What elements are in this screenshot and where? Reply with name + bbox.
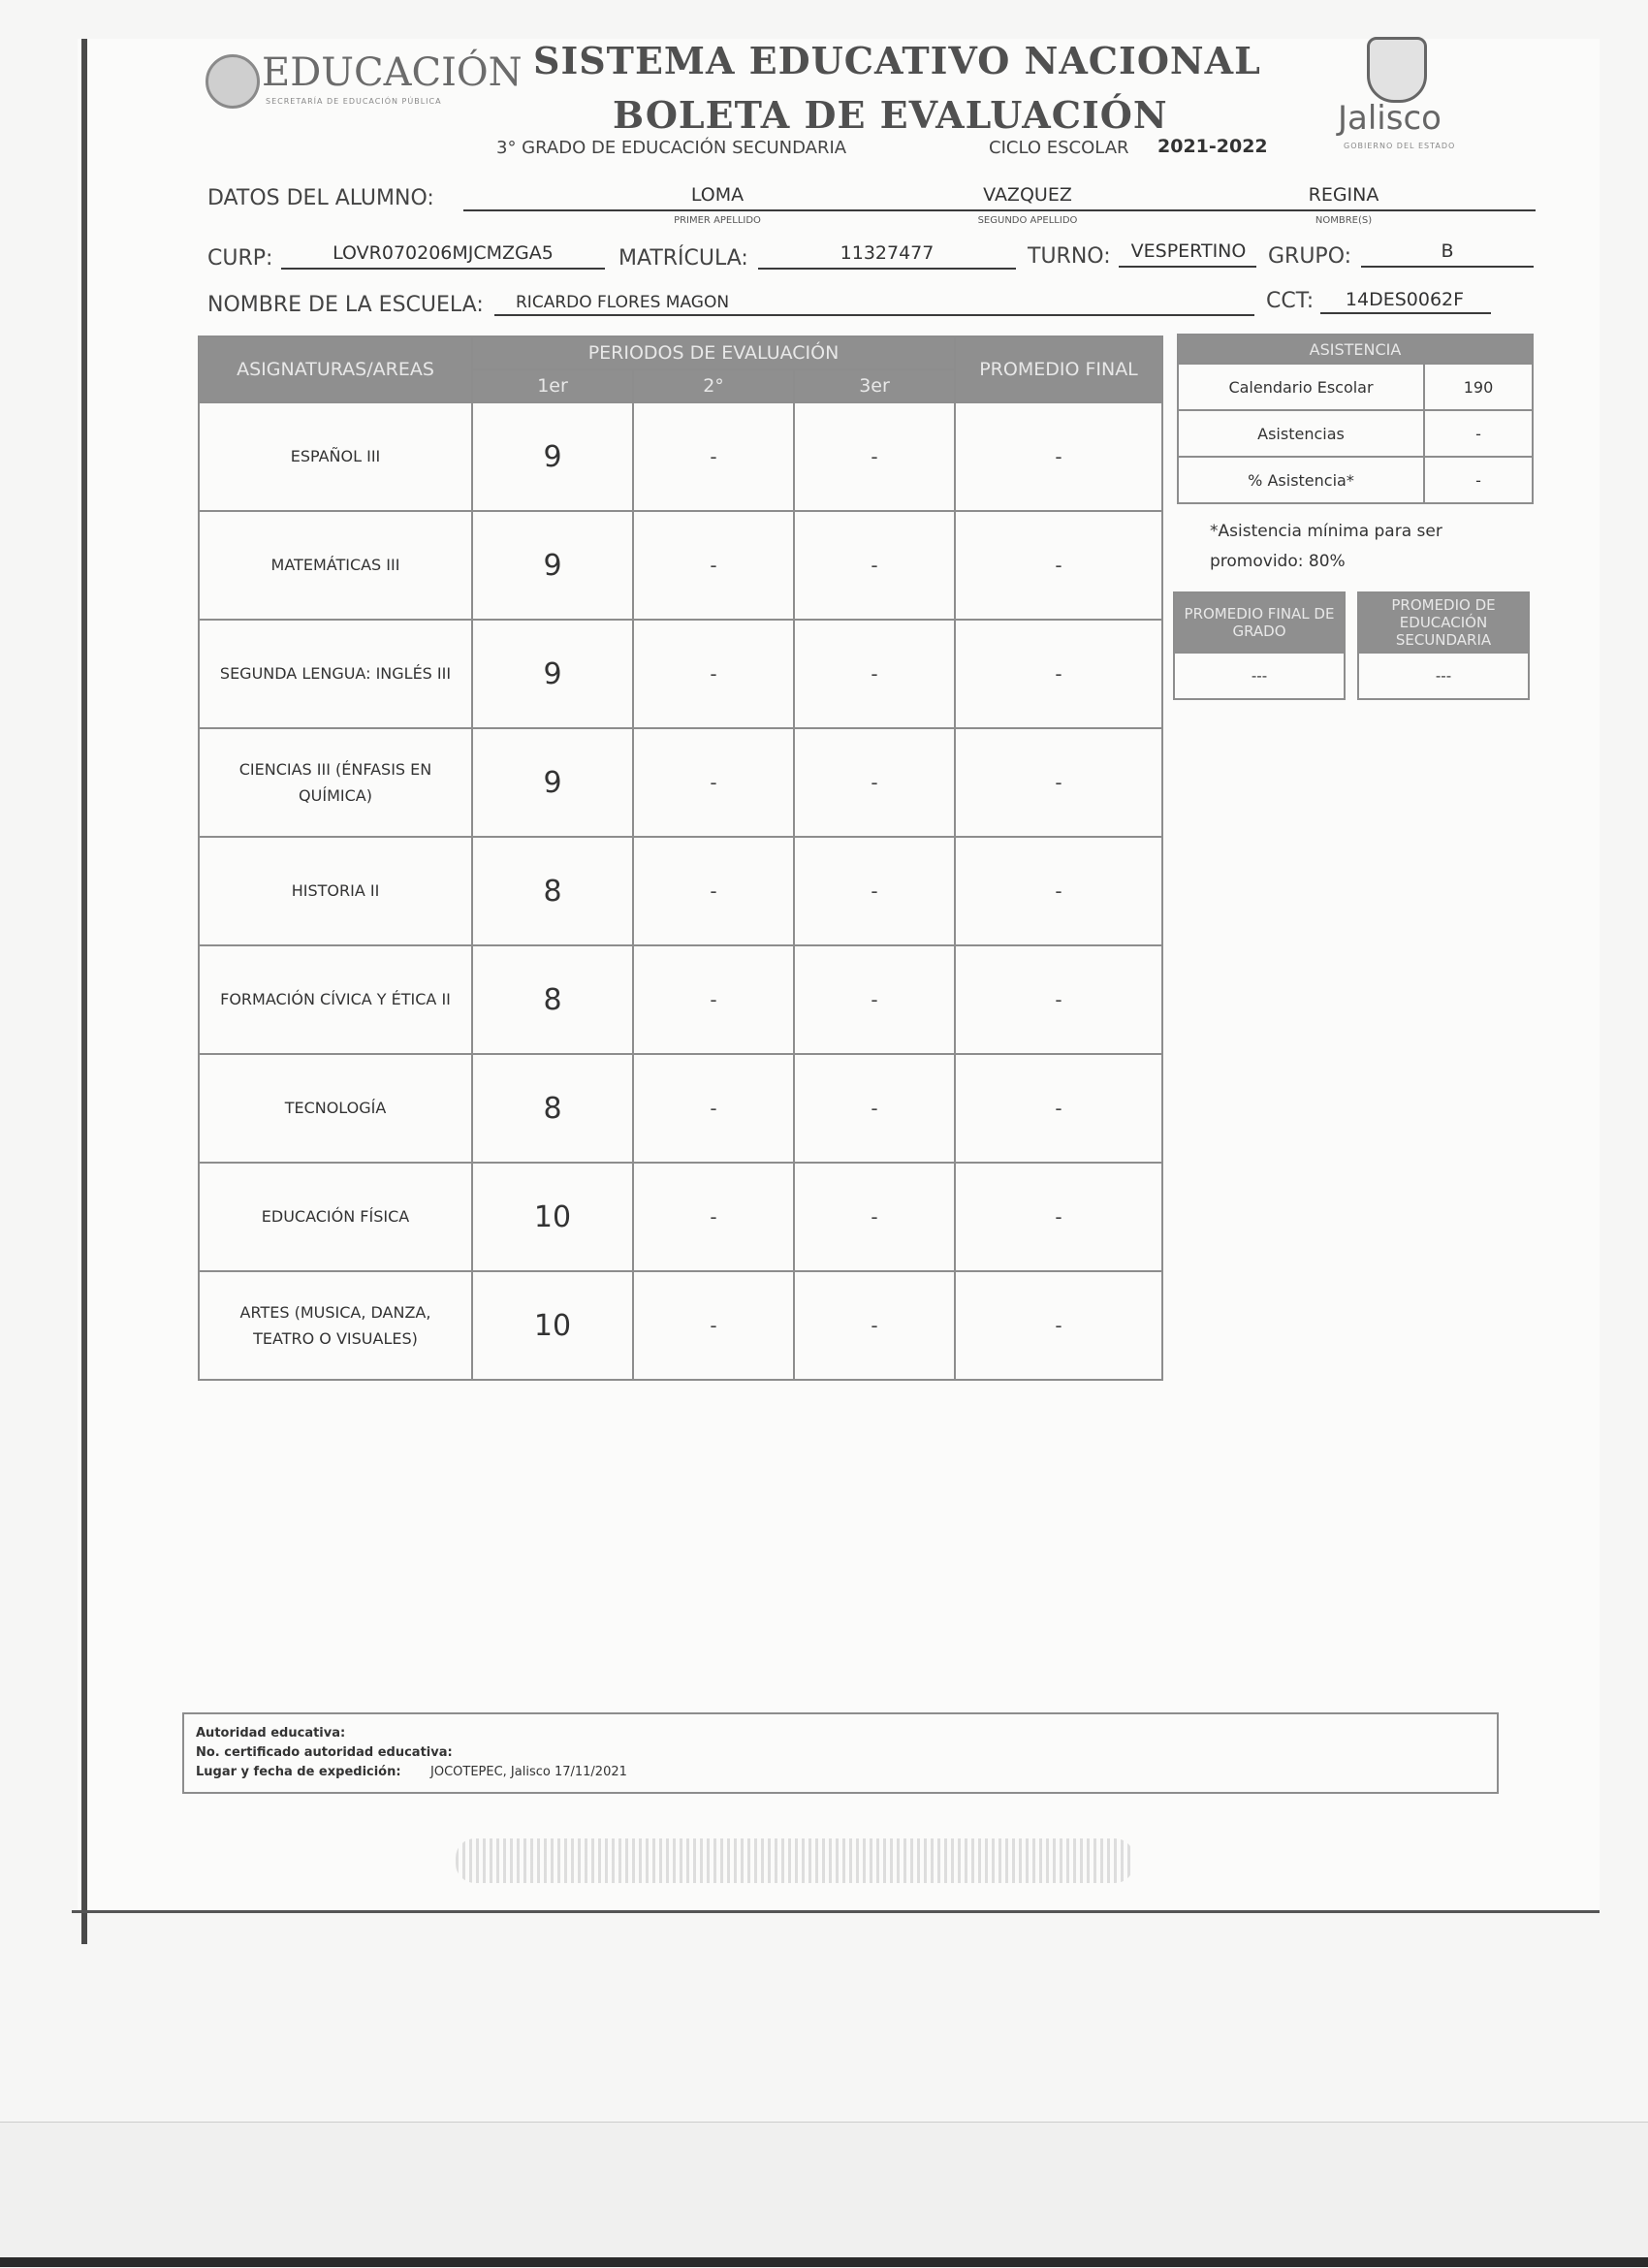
place-date-value: JOCOTEPEC, Jalisco 17/11/2021	[430, 1765, 627, 1779]
first-surname: LOMA	[690, 184, 745, 206]
grade-final: -	[955, 728, 1162, 837]
grade-average-box	[1173, 591, 1346, 700]
first-surname-caption: PRIMER APELLIDO	[674, 215, 761, 226]
subject-name: MATEMÁTICAS III	[199, 511, 472, 620]
grade-period-3: -	[794, 837, 955, 945]
scan-margin-bar	[81, 39, 87, 1944]
given-name: REGINA	[1308, 184, 1379, 206]
grade-final: -	[955, 945, 1162, 1054]
grade-average-title: PROMEDIO FINAL DE GRADO	[1174, 592, 1345, 653]
table-row	[1178, 410, 1533, 457]
table-row	[1178, 457, 1533, 503]
grade-period-1: 9	[472, 620, 633, 728]
sep-seal-icon	[206, 54, 260, 109]
table-row	[199, 1163, 1162, 1271]
scan-bottom-strip	[0, 2122, 1648, 2268]
attendance-table	[1177, 334, 1534, 504]
shift-underline	[1119, 266, 1256, 268]
table-row	[199, 402, 1162, 511]
cct-value: 14DES0062F	[1345, 289, 1465, 310]
grade-period-1: 10	[472, 1271, 633, 1380]
table-row	[199, 511, 1162, 620]
grade-period-2: -	[633, 1271, 794, 1380]
attendance-note: *Asistencia mínima para ser promovido: 80%	[1210, 522, 1442, 571]
grade-final: -	[955, 511, 1162, 620]
issuance-box	[182, 1712, 1499, 1794]
grades-table	[198, 335, 1163, 1381]
grade-period-1: 9	[472, 728, 633, 837]
table-row	[199, 945, 1162, 1054]
second-surname-caption: SEGUNDO APELLIDO	[977, 215, 1078, 226]
subject-name: EDUCACIÓN FÍSICA	[199, 1163, 472, 1271]
grade-period-1: 10	[472, 1163, 633, 1271]
sep-logo-text: EDUCACIÓN	[262, 50, 523, 95]
grade-final: -	[955, 402, 1162, 511]
secundaria-average-value: ---	[1358, 653, 1529, 699]
student-name-underline	[463, 209, 1536, 211]
school-name-underline	[494, 314, 1254, 316]
period-1-header: 1er	[472, 369, 633, 402]
grade-final: -	[955, 1271, 1162, 1380]
school-name-label: NOMBRE DE LA ESCUELA:	[207, 293, 484, 317]
attendance-row-value: 190	[1424, 364, 1533, 410]
grade-period-3: -	[794, 402, 955, 511]
shift-label: TURNO:	[1028, 244, 1111, 269]
grade-final: -	[955, 1054, 1162, 1163]
scan-edge-line	[72, 1910, 1600, 1913]
grade-period-2: -	[633, 837, 794, 945]
attendance-row-value: -	[1424, 457, 1533, 503]
grade-average-value: ---	[1174, 653, 1345, 699]
grade-period-2: -	[633, 1054, 794, 1163]
grade-period-1: 9	[472, 511, 633, 620]
grade-period-3: -	[794, 1163, 955, 1271]
grade-period-3: -	[794, 620, 955, 728]
given-name-caption: NOMBRE(S)	[1315, 215, 1373, 226]
subject-name: CIENCIAS III (ÉNFASIS EN QUÍMICA)	[199, 728, 472, 837]
authority-label: Autoridad educativa:	[196, 1726, 346, 1741]
table-row	[199, 728, 1162, 837]
matricula-underline	[758, 268, 1016, 270]
group-underline	[1361, 266, 1534, 268]
cct-underline	[1320, 312, 1491, 314]
subject-name: SEGUNDA LENGUA: INGLÉS III	[199, 620, 472, 728]
document-subtitle: BOLETA DE EVALUACIÓN	[613, 93, 1168, 137]
attendance-row-label: Calendario Escolar	[1178, 364, 1424, 410]
matricula-value: 11327477	[840, 242, 935, 264]
sep-logo-subtitle: SECRETARÍA DE EDUCACIÓN PÚBLICA	[266, 97, 442, 106]
document-title: SISTEMA EDUCATIVO NACIONAL	[533, 39, 1261, 82]
grade-period-2: -	[633, 1163, 794, 1271]
attendance-row-label: % Asistencia*	[1178, 457, 1424, 503]
certificate-label: No. certificado autoridad educativa:	[196, 1745, 453, 1760]
grade-level: 3° GRADO DE EDUCACIÓN SECUNDARIA	[496, 138, 847, 158]
school-cycle-label: CICLO ESCOLAR	[989, 138, 1129, 158]
place-date-label: Lugar y fecha de expedición:	[196, 1765, 401, 1779]
period-2-header: 2°	[633, 369, 794, 402]
subject-name: FORMACIÓN CÍVICA Y ÉTICA II	[199, 945, 472, 1054]
grade-period-3: -	[794, 1054, 955, 1163]
grade-final: -	[955, 620, 1162, 728]
jalisco-logo-subtitle: GOBIERNO DEL ESTADO	[1344, 142, 1456, 150]
table-row	[199, 620, 1162, 728]
period-3-header: 3er	[794, 369, 955, 402]
jalisco-logo-text: Jalisco	[1338, 99, 1442, 138]
group-label: GRUPO:	[1268, 244, 1352, 269]
table-row	[1178, 364, 1533, 410]
secundaria-average-title: PROMEDIO DE EDUCACIÓN SECUNDARIA	[1358, 592, 1529, 653]
grade-final: -	[955, 1163, 1162, 1271]
matricula-label: MATRÍCULA:	[618, 246, 748, 271]
table-row	[199, 837, 1162, 945]
curp-label: CURP:	[207, 246, 273, 271]
subject-name: ARTES (MUSICA, DANZA, TEATRO O VISUALES)	[199, 1271, 472, 1380]
shift-value: VESPERTINO	[1130, 240, 1247, 262]
subject-name: TECNOLOGÍA	[199, 1054, 472, 1163]
grade-period-2: -	[633, 402, 794, 511]
attendance-title: ASISTENCIA	[1178, 335, 1533, 364]
second-surname: VAZQUEZ	[983, 184, 1072, 206]
grade-period-1: 8	[472, 837, 633, 945]
grade-period-1: 9	[472, 402, 633, 511]
curp-underline	[281, 268, 605, 270]
jalisco-crest-icon	[1367, 37, 1427, 103]
subject-name: HISTORIA II	[199, 837, 472, 945]
scan-noise-mark	[456, 1838, 1134, 1883]
subject-column-header: ASIGNATURAS/AREAS	[199, 336, 472, 402]
grade-period-2: -	[633, 945, 794, 1054]
curp-value: LOVR070206MJCMZGA5	[333, 242, 554, 264]
grade-period-3: -	[794, 945, 955, 1054]
attendance-row-label: Asistencias	[1178, 410, 1424, 457]
attendance-row-value: -	[1424, 410, 1533, 457]
grade-period-3: -	[794, 728, 955, 837]
subject-name: ESPAÑOL III	[199, 402, 472, 511]
cct-label: CCT:	[1266, 289, 1315, 313]
student-data-label: DATOS DEL ALUMNO:	[207, 186, 434, 210]
grade-period-1: 8	[472, 945, 633, 1054]
table-row	[199, 1054, 1162, 1163]
scan-bottom-edge	[0, 2257, 1648, 2267]
secundaria-average-box	[1357, 591, 1530, 700]
grade-final: -	[955, 837, 1162, 945]
grade-period-2: -	[633, 620, 794, 728]
periods-column-header: PERIODOS DE EVALUACIÓN	[472, 336, 955, 369]
final-average-column-header: PROMEDIO FINAL	[955, 336, 1162, 402]
group-value: B	[1441, 240, 1454, 262]
grade-period-1: 8	[472, 1054, 633, 1163]
table-row	[199, 1271, 1162, 1380]
school-name-value: RICARDO FLORES MAGON	[516, 293, 730, 312]
school-cycle-value: 2021-2022	[1157, 136, 1268, 157]
grade-period-2: -	[633, 728, 794, 837]
grade-period-2: -	[633, 511, 794, 620]
grade-period-3: -	[794, 1271, 955, 1380]
grade-period-3: -	[794, 511, 955, 620]
